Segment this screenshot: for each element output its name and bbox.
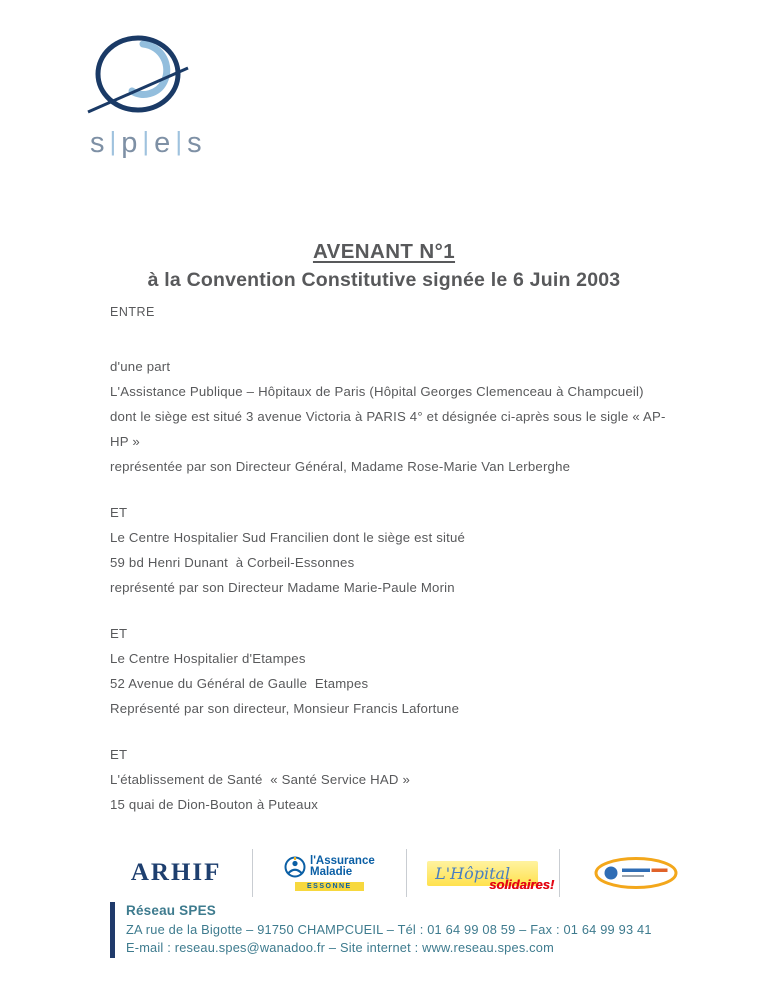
hopital-solidaires-logo <box>407 845 559 901</box>
assurance-maladie-logo <box>253 845 405 901</box>
oval-partner-icon <box>593 855 679 891</box>
document-body <box>110 354 678 838</box>
body-line: Représenté par son directeur, Monsieur Francis Lafortune <box>110 701 460 716</box>
spes-logo <box>86 32 216 160</box>
address-line: ZA rue de la Bigotte – 91750 CHAMPCUEIL – Tél : 01 64 99 08 59 – Fax : 01 64 99 93 41 <box>126 922 652 937</box>
arhif-wordmark: ARHIF <box>130 859 222 886</box>
document-title: AVENANT N°1 <box>312 240 456 263</box>
body-line: représentée par son Directeur Général, Madame Rose-Marie Van Lerberghe <box>110 459 571 474</box>
contact-text <box>126 902 652 958</box>
spes-emblem-icon <box>86 32 190 118</box>
solidaires-text: solidaires! <box>489 876 555 892</box>
entre-label: ENTRE <box>110 305 155 319</box>
spes-letter: e <box>154 127 172 159</box>
assurance-person-icon <box>284 856 306 878</box>
party-section-sud-francilien <box>110 500 678 600</box>
arhif-logo <box>100 845 252 901</box>
accent-bar <box>110 902 115 958</box>
spes-separator: | <box>175 126 184 156</box>
body-line: ET <box>110 505 128 520</box>
party-section-sante-service <box>110 742 678 817</box>
body-line: Le Centre Hospitalier d'Etampes <box>110 651 306 666</box>
assurance-maladie-wordmark <box>284 856 375 879</box>
footer-contact <box>110 902 710 958</box>
spes-wordmark <box>86 127 216 160</box>
body-line: 59 bd Henri Dunant à Corbeil-Essonnes <box>110 555 355 570</box>
oval-partner-logo <box>560 845 712 901</box>
body-line: Le Centre Hospitalier Sud Francilien dont le siège est situé <box>110 530 466 545</box>
body-line: ET <box>110 626 128 641</box>
assurance-region-label: ESSONNE <box>295 882 364 891</box>
body-line: L'Assistance Publique – Hôpitaux de Paris (Hôpital Georges Clemenceau à Champcueil) <box>110 384 644 399</box>
network-name: Réseau SPES <box>126 903 216 918</box>
footer-logos <box>100 845 712 901</box>
assurance-text <box>310 856 375 879</box>
body-line: L'établissement de Santé « Santé Service HAD » <box>110 772 411 787</box>
hopital-script-text: L'Hôpital <box>427 861 538 886</box>
body-line: d'une part <box>110 359 171 374</box>
assurance-line-1: l'Assurance <box>310 854 375 867</box>
spes-letter: p <box>121 127 139 159</box>
body-line: 52 Avenue du Général de Gaulle Etampes <box>110 676 369 691</box>
spes-letter: s <box>90 127 106 159</box>
body-line: 15 quai de Dion-Bouton à Puteaux <box>110 797 319 812</box>
body-line: ET <box>110 747 128 762</box>
party-section-etampes <box>110 621 678 721</box>
body-line: dont le siège est situé 3 avenue Victoria à PARIS 4° et désignée ci-après sous le sigle « AP-HP » <box>110 409 666 449</box>
body-line: représenté par son Directeur Madame Marie-Paule Morin <box>110 580 455 595</box>
party-section-aphp <box>110 354 678 479</box>
assurance-line-2: Maladie <box>310 866 353 878</box>
email-website-line: E-mail : reseau.spes@wanadoo.fr – Site internet : www.reseau.spes.com <box>126 940 554 955</box>
spes-separator: | <box>142 126 151 156</box>
spes-separator: | <box>109 126 118 156</box>
document-subtitle: à la Convention Constitutive signée le 6 Juin 2003 <box>147 269 621 291</box>
solidaires-wordmark <box>427 861 555 892</box>
spes-letter: s <box>187 127 203 159</box>
